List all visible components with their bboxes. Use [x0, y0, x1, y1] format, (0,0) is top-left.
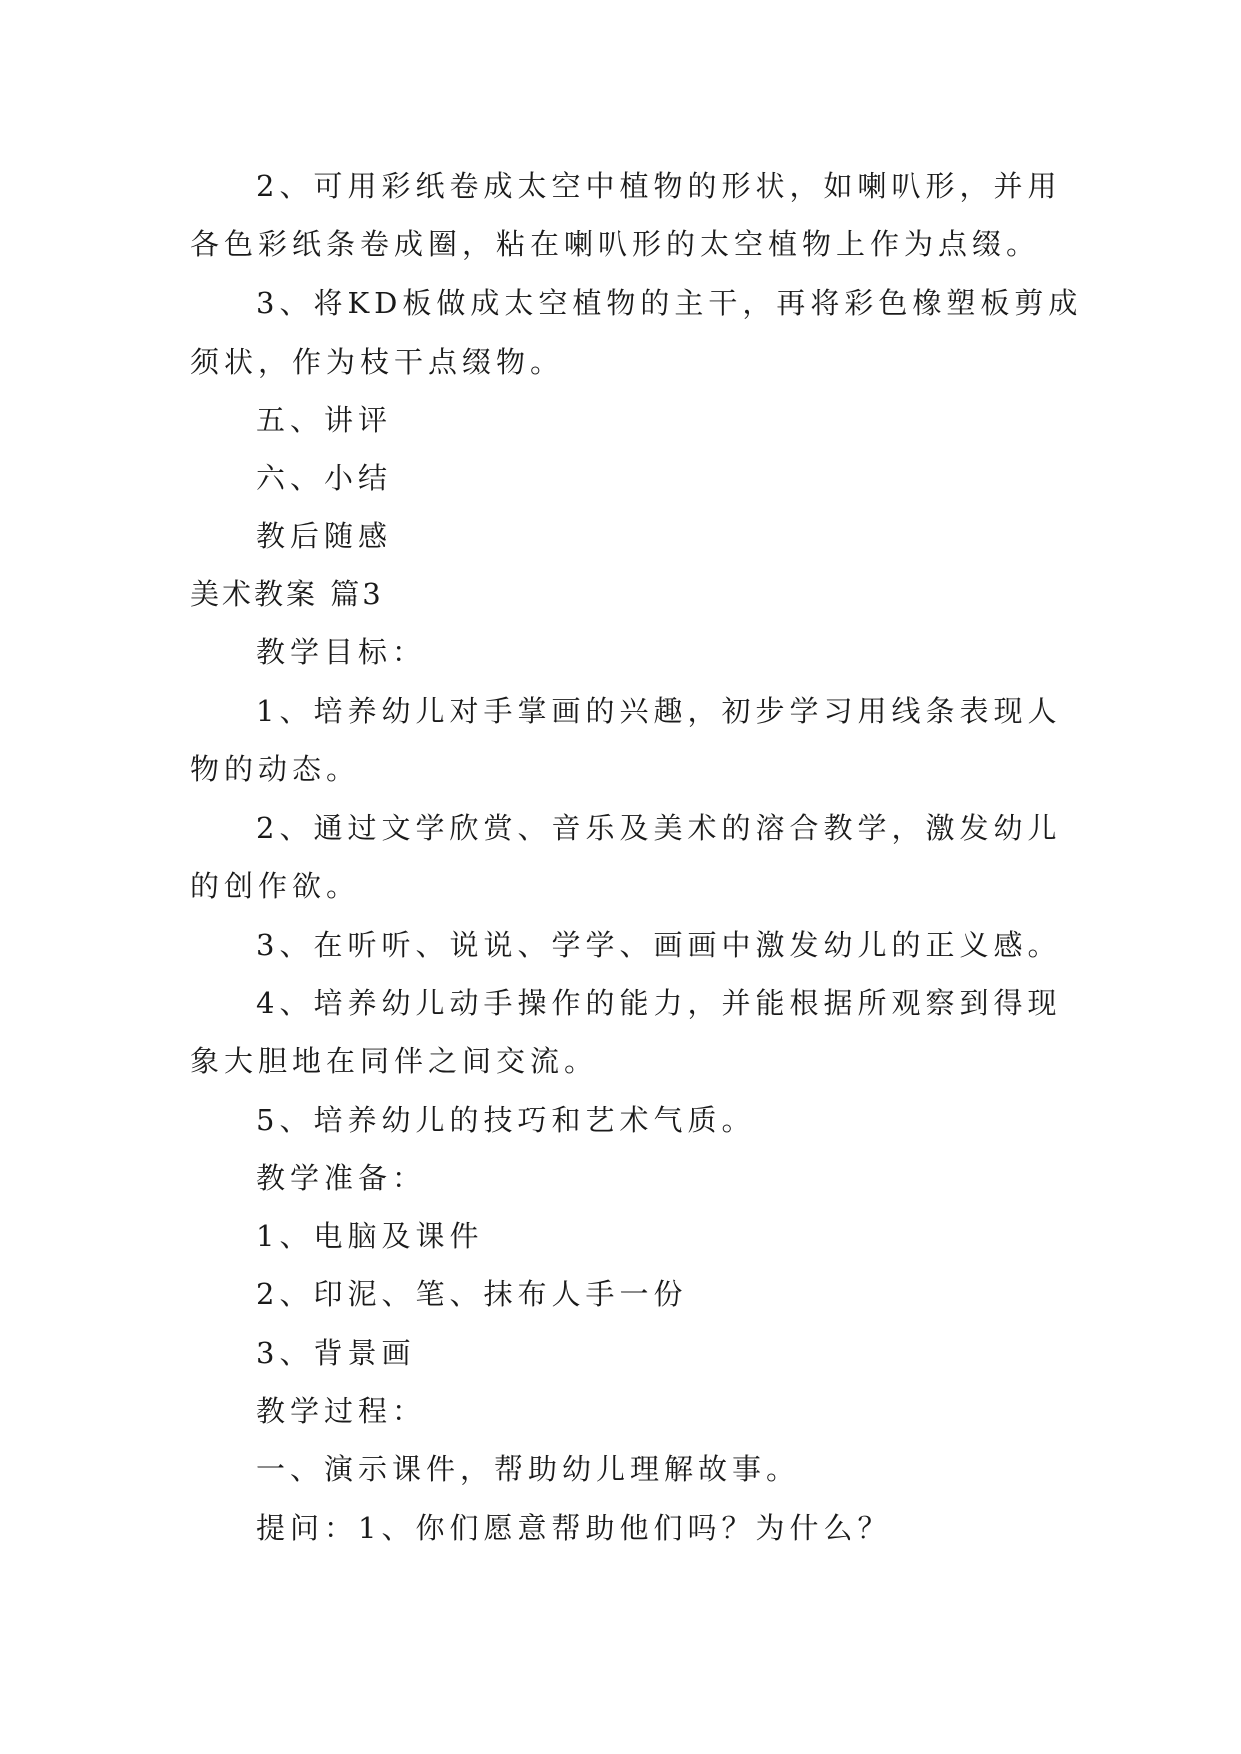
paragraph-line: 各色彩纸条卷成圈，粘在喇叭形的太空植物上作为点缀。: [190, 227, 1041, 261]
paragraph-line: 须状，作为枝干点缀物。: [190, 345, 565, 379]
list-item: 2、印泥、笔、抹布人手一份: [256, 1277, 688, 1311]
list-item: 3、背景画: [256, 1336, 416, 1370]
paragraph-line: 3、在听听、说说、学学、画画中激发幼儿的正义感。: [256, 928, 1062, 962]
section-heading: 教后随感: [256, 519, 393, 553]
list-item: 1、电脑及课件: [256, 1219, 484, 1253]
paragraph-line: 象大胆地在同伴之间交流。: [190, 1044, 599, 1078]
paragraph-line: 的创作欲。: [190, 869, 361, 903]
paragraph-line: 5、培养幼儿的技巧和艺术气质。: [256, 1103, 756, 1137]
section-heading: 教学目标：: [256, 635, 427, 669]
paragraph-line: 2、通过文学欣赏、音乐及美术的溶合教学，激发幼儿: [256, 811, 1062, 845]
section-heading: 教学准备：: [256, 1161, 427, 1195]
paragraph-line: 提问：1、你们愿意帮助他们吗？为什么？: [256, 1511, 892, 1545]
section-heading: 教学过程：: [256, 1394, 427, 1428]
section-heading: 六、小结: [256, 461, 393, 495]
paragraph-line: 3、将KD板做成太空植物的主干，再将彩色橡塑板剪成: [256, 286, 1083, 320]
paragraph-line: 4、培养幼儿动手操作的能力，并能根据所观察到得现: [256, 986, 1062, 1020]
article-title: 美术教案 篇3: [190, 577, 384, 611]
section-heading: 五、讲评: [256, 403, 393, 437]
paragraph-line: 一、演示课件，帮助幼儿理解故事。: [256, 1452, 801, 1486]
paragraph-line: 2、可用彩纸卷成太空中植物的形状，如喇叭形，并用: [256, 169, 1062, 203]
paragraph-line: 物的动态。: [190, 752, 361, 786]
paragraph-line: 1、培养幼儿对手掌画的兴趣，初步学习用线条表现人: [256, 694, 1062, 728]
